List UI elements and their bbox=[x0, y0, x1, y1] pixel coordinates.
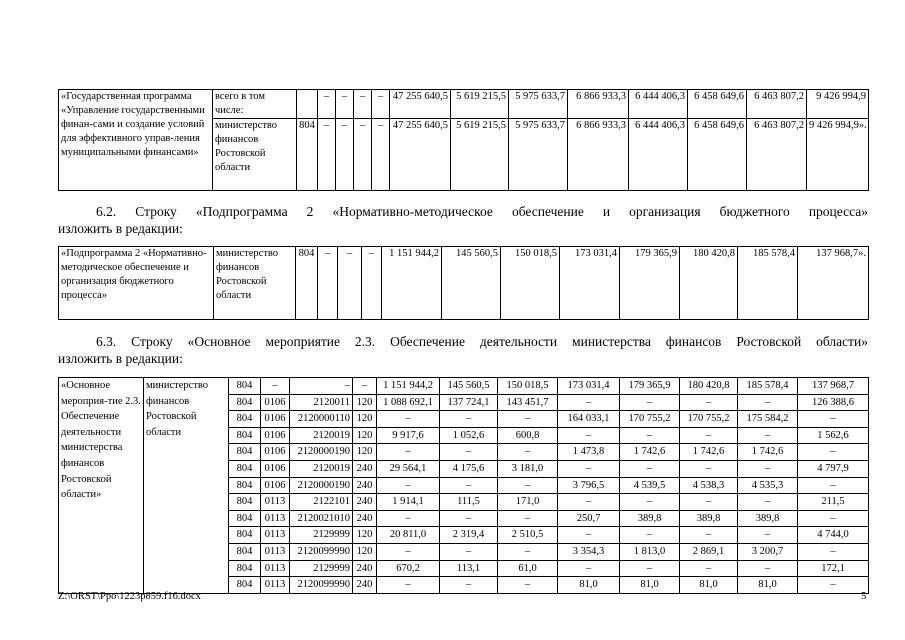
grbs-cell: 804 bbox=[229, 560, 261, 577]
activity-name-cell: «Основное мероприя-тие 2.3. Обеспечение деятельности министерства финансов Ростовской области» bbox=[59, 378, 144, 594]
value-cell: 2 319,4 bbox=[440, 527, 498, 544]
value-cell: 6 463 807,2 bbox=[747, 119, 807, 191]
value-cell: 2 510,5 bbox=[498, 527, 558, 544]
value-cell: – bbox=[620, 394, 680, 411]
csr-cell: 2120000110 bbox=[290, 411, 353, 428]
value-cell: 670,2 bbox=[377, 560, 440, 577]
csr-cell: 2129999 bbox=[290, 527, 353, 544]
value-cell: 3 354,3 bbox=[558, 543, 620, 560]
value-cell: 145 560,5 bbox=[442, 247, 501, 320]
value-cell: 164 033,1 bbox=[558, 411, 620, 428]
paragraph-6-3 bbox=[58, 333, 868, 367]
value-cell: – bbox=[680, 527, 738, 544]
subprogram-name-cell: «Подпрограмма 2 «Нормативно-методическое обеспечение и организация бюджетного процесса» bbox=[59, 247, 214, 320]
value-cell: – bbox=[738, 394, 798, 411]
value-cell: – bbox=[440, 477, 498, 494]
vr-cell: 120 bbox=[353, 427, 377, 444]
grbs-cell: 804 bbox=[296, 247, 318, 320]
value-cell: 600,8 bbox=[498, 427, 558, 444]
rz-cell: 0113 bbox=[261, 494, 290, 511]
value-cell: – bbox=[680, 394, 738, 411]
value-cell: – bbox=[680, 494, 738, 511]
value-cell: 6 458 649,6 bbox=[688, 119, 747, 191]
value-cell: 3 181,0 bbox=[498, 460, 558, 477]
csr-cell: 2120099990 bbox=[290, 577, 353, 594]
value-cell: 250,7 bbox=[558, 510, 620, 527]
executor-cell: министерство финансов Ростовской области bbox=[214, 247, 296, 320]
value-cell: – bbox=[738, 494, 798, 511]
vr-cell: 240 bbox=[353, 477, 377, 494]
value-cell: 6 458 649,6 bbox=[688, 90, 747, 119]
value-cell: – bbox=[620, 460, 680, 477]
rz-cell: – bbox=[318, 90, 336, 119]
value-cell: 389,8 bbox=[738, 510, 798, 527]
vr-cell: – bbox=[354, 90, 372, 119]
value-cell: 3 200,7 bbox=[738, 543, 798, 560]
value-cell: 1 742,6 bbox=[738, 444, 798, 461]
value-cell: – bbox=[620, 494, 680, 511]
value-cell: 185 578,4 bbox=[738, 247, 798, 320]
value-cell: 185 578,4 bbox=[738, 378, 798, 395]
rz-cell: – bbox=[318, 119, 336, 191]
rz-cell: – bbox=[261, 378, 290, 395]
vr-cell: – bbox=[362, 247, 382, 320]
value-cell: 170 755,2 bbox=[680, 411, 738, 428]
value-cell: – bbox=[440, 543, 498, 560]
value-cell: 389,8 bbox=[680, 510, 738, 527]
value-cell: – bbox=[738, 460, 798, 477]
value-cell: 1 052,6 bbox=[440, 427, 498, 444]
value-cell: – bbox=[498, 444, 558, 461]
grbs-cell: 804 bbox=[229, 460, 261, 477]
value-cell: 5 619 215,5 bbox=[451, 90, 509, 119]
csr-cell: 2120019 bbox=[290, 427, 353, 444]
value-cell: – bbox=[738, 527, 798, 544]
rz-cell: 0106 bbox=[261, 394, 290, 411]
value-cell: – bbox=[440, 444, 498, 461]
grbs-cell: 804 bbox=[229, 477, 261, 494]
value-cell: 1 151 944,2 bbox=[377, 378, 440, 395]
value-cell: – bbox=[798, 411, 869, 428]
vr-cell: 240 bbox=[353, 460, 377, 477]
value-cell: 179 365,9 bbox=[620, 247, 680, 320]
grbs-cell: 804 bbox=[229, 394, 261, 411]
value-cell: 9 917,6 bbox=[377, 427, 440, 444]
vr-cell: 240 bbox=[353, 510, 377, 527]
value-cell: – bbox=[798, 543, 869, 560]
value-cell: 9 426 994,9 bbox=[807, 90, 869, 119]
value-cell: – bbox=[680, 460, 738, 477]
value-cell: 47 255 640,5 bbox=[390, 90, 451, 119]
value-cell: – bbox=[377, 577, 440, 594]
vr-cell: – bbox=[354, 119, 372, 191]
value-cell: 150 018,5 bbox=[501, 247, 560, 320]
grbs-cell: 804 bbox=[229, 543, 261, 560]
program-name-cell: «Государственная программа «Управление государственными финан-сами и создание условий для эффективного управ-ления муниципальными финансами» bbox=[59, 90, 213, 191]
value-cell: – bbox=[377, 444, 440, 461]
value-cell: – bbox=[798, 577, 869, 594]
value-cell: 1 562,6 bbox=[798, 427, 869, 444]
vr-cell: 240 bbox=[353, 494, 377, 511]
footer-page-number: 5 bbox=[861, 591, 867, 602]
executor-cell: всего в том числе: bbox=[213, 90, 297, 119]
value-cell: 150 018,5 bbox=[498, 378, 558, 395]
value-cell: 180 420,8 bbox=[680, 247, 738, 320]
value-cell: 2 869,1 bbox=[680, 543, 738, 560]
value-cell: – bbox=[377, 411, 440, 428]
value-cell: – bbox=[738, 427, 798, 444]
value-cell: 1 088 692,1 bbox=[377, 394, 440, 411]
value-cell: 111,5 bbox=[440, 494, 498, 511]
value-cell: 1 742,6 bbox=[620, 444, 680, 461]
csr-cell: 2120019 bbox=[290, 460, 353, 477]
rz-cell: – bbox=[318, 247, 338, 320]
executor-cell: министерство финансов Ростовской области bbox=[213, 119, 297, 191]
value-cell: 6 866 933,3 bbox=[568, 90, 629, 119]
value-cell: 126 388,6 bbox=[798, 394, 869, 411]
value-cell: 3 796,5 bbox=[558, 477, 620, 494]
value-cell: 1 813,0 bbox=[620, 543, 680, 560]
value-cell: – bbox=[377, 477, 440, 494]
grbs-cell: 804 bbox=[229, 378, 261, 395]
value-cell: – bbox=[558, 460, 620, 477]
rz-cell: 0113 bbox=[261, 560, 290, 577]
value-cell: 5 619 215,5 bbox=[451, 119, 509, 191]
grbs-cell: 804 bbox=[297, 119, 318, 191]
value-cell: 1 151 944,2 bbox=[382, 247, 442, 320]
value-cell: – bbox=[680, 427, 738, 444]
value-cell: 389,8 bbox=[620, 510, 680, 527]
value-cell: 5 975 633,7 bbox=[509, 90, 568, 119]
value-cell: 171,0 bbox=[498, 494, 558, 511]
value-cell: 180 420,8 bbox=[680, 378, 738, 395]
value-cell: 173 031,4 bbox=[558, 378, 620, 395]
grbs-cell: 804 bbox=[229, 444, 261, 461]
value-cell: 179 365,9 bbox=[620, 378, 680, 395]
value-cell: 4 538,3 bbox=[680, 477, 738, 494]
value-cell: 81,0 bbox=[558, 577, 620, 594]
value-cell: 170 755,2 bbox=[620, 411, 680, 428]
vr-cell: 240 bbox=[353, 560, 377, 577]
value-cell: – bbox=[498, 510, 558, 527]
value-cell: – bbox=[498, 543, 558, 560]
value-cell: 4 797,9 bbox=[798, 460, 869, 477]
program-table bbox=[58, 89, 869, 191]
footer-file-path: Z:\ORST\Ppo\1223p859.f16.docx bbox=[58, 591, 201, 602]
value-cell: – bbox=[798, 510, 869, 527]
value-cell: – bbox=[498, 411, 558, 428]
value-cell: – bbox=[738, 560, 798, 577]
value-cell: – bbox=[498, 477, 558, 494]
value-cell: 81,0 bbox=[680, 577, 738, 594]
grbs-cell: 804 bbox=[229, 427, 261, 444]
value-cell: 1 914,1 bbox=[377, 494, 440, 511]
csr-cell: 2120000190 bbox=[290, 444, 353, 461]
csr-cell: 2129999 bbox=[290, 560, 353, 577]
value-cell: 211,5 bbox=[798, 494, 869, 511]
value-cell: – bbox=[377, 543, 440, 560]
paragraph-line: изложить в редакции: bbox=[58, 351, 183, 366]
vr-cell: 120 bbox=[353, 394, 377, 411]
value-cell: 20 811,0 bbox=[377, 527, 440, 544]
grbs-cell: 804 bbox=[229, 527, 261, 544]
vr-cell: 120 bbox=[353, 543, 377, 560]
paragraph-line: 6.3. Строку «Основное мероприятие 2.3. Обеспечение деятельности министерства финансов Ростовской области» bbox=[96, 334, 868, 349]
value-cell: – bbox=[498, 577, 558, 594]
value-cell: 4 539,5 bbox=[620, 477, 680, 494]
value-cell: 145 560,5 bbox=[440, 378, 498, 395]
executor-cell: министерство финансов Ростовской области bbox=[144, 378, 229, 594]
value-cell: 81,0 bbox=[738, 577, 798, 594]
csr-cell: 2120021010 bbox=[290, 510, 353, 527]
value-cell: 175 584,2 bbox=[738, 411, 798, 428]
extra-cell: – bbox=[372, 119, 390, 191]
value-cell: 1 742,6 bbox=[680, 444, 738, 461]
value-cell: 6 444 406,3 bbox=[629, 90, 688, 119]
csr-cell: 2120099990 bbox=[290, 543, 353, 560]
vr-cell: 120 bbox=[353, 527, 377, 544]
grbs-cell: 804 bbox=[229, 577, 261, 594]
table-row bbox=[59, 378, 869, 395]
value-cell: 113,1 bbox=[440, 560, 498, 577]
grbs-cell: 804 bbox=[229, 494, 261, 511]
csr-cell: 2120011 bbox=[290, 394, 353, 411]
vr-cell: – bbox=[353, 378, 377, 395]
value-cell: 5 975 633,7 bbox=[509, 119, 568, 191]
csr-cell: – bbox=[336, 90, 354, 119]
value-cell: – bbox=[620, 427, 680, 444]
value-cell: 9 426 994,9». bbox=[807, 119, 869, 191]
vr-cell: 240 bbox=[353, 577, 377, 594]
value-cell: – bbox=[558, 560, 620, 577]
value-cell: – bbox=[558, 427, 620, 444]
grbs-cell: 804 bbox=[229, 411, 261, 428]
paragraph-6-2 bbox=[58, 203, 868, 237]
value-cell: 4 744,0 bbox=[798, 527, 869, 544]
value-cell: 61,0 bbox=[498, 560, 558, 577]
value-cell: 4 175,6 bbox=[440, 460, 498, 477]
value-cell: 47 255 640,5 bbox=[390, 119, 451, 191]
value-cell: 29 564,1 bbox=[377, 460, 440, 477]
rz-cell: 0106 bbox=[261, 444, 290, 461]
value-cell: – bbox=[440, 411, 498, 428]
value-cell: – bbox=[620, 527, 680, 544]
value-cell: 137 968,7». bbox=[798, 247, 869, 320]
rz-cell: 0113 bbox=[261, 543, 290, 560]
value-cell: 137 724,1 bbox=[440, 394, 498, 411]
rz-cell: 0106 bbox=[261, 477, 290, 494]
value-cell: 137 968,7 bbox=[798, 378, 869, 395]
csr-cell: – bbox=[338, 247, 362, 320]
csr-cell: 2120000190 bbox=[290, 477, 353, 494]
rz-cell: 0106 bbox=[261, 460, 290, 477]
value-cell: – bbox=[798, 477, 869, 494]
grbs-cell: 804 bbox=[229, 510, 261, 527]
value-cell: 143 451,7 bbox=[498, 394, 558, 411]
value-cell: 6 866 933,3 bbox=[568, 119, 629, 191]
value-cell: – bbox=[440, 577, 498, 594]
value-cell: – bbox=[680, 560, 738, 577]
activity-table bbox=[58, 377, 869, 594]
vr-cell: 120 bbox=[353, 444, 377, 461]
value-cell: – bbox=[798, 444, 869, 461]
value-cell: – bbox=[558, 527, 620, 544]
activity-table-body bbox=[59, 378, 869, 594]
grbs-cell bbox=[297, 90, 318, 119]
vr-cell: 120 bbox=[353, 411, 377, 428]
rz-cell: 0113 bbox=[261, 577, 290, 594]
value-cell: – bbox=[440, 510, 498, 527]
paragraph-line: изложить в редакции: bbox=[58, 221, 183, 236]
value-cell: 4 535,3 bbox=[738, 477, 798, 494]
rz-cell: 0106 bbox=[261, 427, 290, 444]
value-cell: – bbox=[558, 494, 620, 511]
value-cell: 1 473,8 bbox=[558, 444, 620, 461]
rz-cell: 0113 bbox=[261, 527, 290, 544]
paragraph-line: 6.2. Строку «Подпрограмма 2 «Нормативно-методическое обеспечение и организация бюджетного процесса» bbox=[96, 204, 868, 219]
rz-cell: 0106 bbox=[261, 411, 290, 428]
value-cell: 173 031,4 bbox=[560, 247, 620, 320]
value-cell: – bbox=[558, 394, 620, 411]
value-cell: 6 444 406,3 bbox=[629, 119, 688, 191]
value-cell: 6 463 807,2 bbox=[747, 90, 807, 119]
value-cell: – bbox=[377, 510, 440, 527]
value-cell: 81,0 bbox=[620, 577, 680, 594]
rz-cell: 0113 bbox=[261, 510, 290, 527]
extra-cell: – bbox=[372, 90, 390, 119]
value-cell: – bbox=[620, 560, 680, 577]
csr-cell: – bbox=[290, 378, 353, 395]
subprogram-table bbox=[58, 246, 869, 320]
value-cell: 172,1 bbox=[798, 560, 869, 577]
csr-cell: 2122101 bbox=[290, 494, 353, 511]
csr-cell: – bbox=[336, 119, 354, 191]
